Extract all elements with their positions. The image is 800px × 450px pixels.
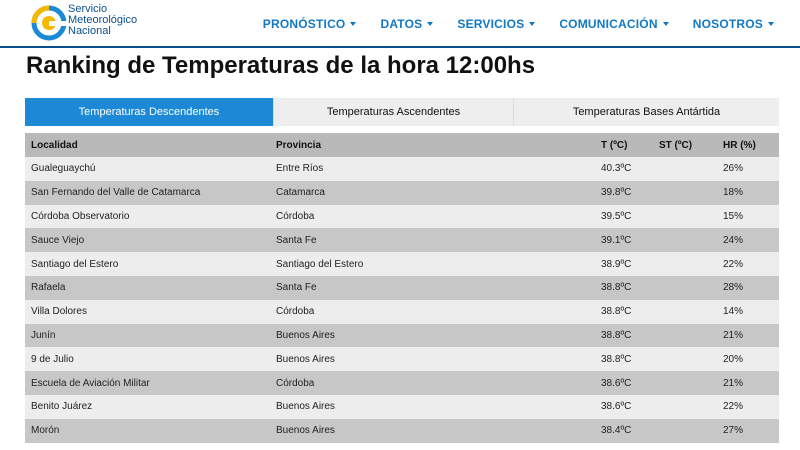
cell-localidad: Santiago del Estero bbox=[31, 258, 119, 270]
table-row bbox=[25, 371, 779, 395]
table-row bbox=[25, 324, 779, 348]
cell-temperatura: 38.8ºC bbox=[601, 353, 632, 365]
cell-localidad: Benito Juárez bbox=[31, 401, 93, 413]
cell-humedad: 22% bbox=[723, 258, 744, 270]
ranking-tabs bbox=[25, 98, 779, 126]
cell-humedad: 14% bbox=[723, 306, 744, 318]
brand-line-3: Nacional bbox=[68, 25, 111, 37]
cell-localidad: Villa Dolores bbox=[31, 306, 87, 318]
table-row bbox=[25, 252, 779, 276]
tab-temperaturas-descendentes[interactable]: Temperaturas Descendentes bbox=[25, 98, 274, 126]
chevron-down-icon bbox=[529, 22, 535, 26]
cell-humedad: 22% bbox=[723, 401, 744, 413]
table-row bbox=[25, 347, 779, 371]
cell-temperatura: 38.8ºC bbox=[601, 282, 632, 294]
header-localidad[interactable]: Localidad bbox=[31, 139, 78, 151]
cell-provincia: Buenos Aires bbox=[276, 353, 335, 365]
nav-servicios[interactable] bbox=[457, 17, 535, 31]
cell-provincia: Buenos Aires bbox=[276, 329, 335, 341]
cell-localidad: 9 de Julio bbox=[31, 353, 74, 365]
chevron-down-icon bbox=[427, 22, 433, 26]
table-row bbox=[25, 395, 779, 419]
table-row bbox=[25, 228, 779, 252]
cell-humedad: 27% bbox=[723, 425, 744, 437]
cell-temperatura: 39.5ºC bbox=[601, 210, 632, 222]
nav-comunicacion[interactable] bbox=[559, 17, 668, 31]
table-row bbox=[25, 276, 779, 300]
table-row bbox=[25, 300, 779, 324]
cell-localidad: Rafaela bbox=[31, 282, 66, 294]
cell-temperatura: 38.9ºC bbox=[601, 258, 632, 270]
nav-label: PRONÓSTICO bbox=[262, 17, 346, 31]
ranking-table bbox=[25, 133, 779, 443]
brand-line-2: Meteorológico bbox=[68, 14, 138, 26]
cell-provincia: Santiago del Estero bbox=[276, 258, 364, 270]
cell-humedad: 21% bbox=[723, 329, 744, 341]
table-row bbox=[25, 205, 779, 229]
cell-temperatura: 38.8ºC bbox=[601, 329, 632, 341]
tab-temperaturas-ascendentes[interactable]: Temperaturas Ascendentes bbox=[274, 98, 514, 126]
cell-provincia: Buenos Aires bbox=[276, 425, 335, 437]
header-provincia[interactable]: Provincia bbox=[276, 139, 322, 151]
site-header bbox=[0, 0, 800, 48]
nav-label: NOSOTROS bbox=[692, 17, 763, 31]
cell-localidad: San Fernando del Valle de Catamarca bbox=[31, 187, 201, 199]
page-title: Ranking de Temperaturas de la hora 12:00hs bbox=[26, 52, 536, 79]
table-row bbox=[25, 181, 779, 205]
cell-humedad: 28% bbox=[723, 282, 744, 294]
smn-logo-icon[interactable] bbox=[30, 4, 70, 44]
cell-provincia: Buenos Aires bbox=[276, 401, 335, 413]
cell-temperatura: 38.6ºC bbox=[601, 401, 632, 413]
table-row bbox=[25, 419, 779, 443]
brand-name[interactable] bbox=[68, 4, 137, 37]
nav-label: COMUNICACIÓN bbox=[559, 17, 658, 31]
cell-provincia: Córdoba bbox=[276, 306, 315, 318]
cell-localidad: Junín bbox=[31, 329, 56, 341]
cell-humedad: 20% bbox=[723, 353, 744, 365]
cell-temperatura: 38.8ºC bbox=[601, 306, 632, 318]
cell-temperatura: 38.6ºC bbox=[601, 377, 632, 389]
header-humedad[interactable]: HR (%) bbox=[723, 139, 756, 151]
cell-humedad: 21% bbox=[723, 377, 744, 389]
cell-temperatura: 38.4ºC bbox=[601, 425, 632, 437]
brand-line-1: Servicio bbox=[68, 3, 108, 15]
cell-provincia: Córdoba bbox=[276, 377, 315, 389]
chevron-down-icon bbox=[768, 22, 774, 26]
nav-label: DATOS bbox=[380, 17, 423, 31]
cell-humedad: 18% bbox=[723, 187, 744, 199]
cell-localidad: Morón bbox=[31, 425, 60, 437]
cell-provincia: Córdoba bbox=[276, 210, 315, 222]
nav-label: SERVICIOS bbox=[457, 17, 525, 31]
table-body bbox=[25, 157, 779, 443]
nav-nosotros[interactable] bbox=[693, 17, 774, 31]
cell-provincia: Entre Ríos bbox=[276, 163, 324, 175]
cell-localidad: Gualeguaychú bbox=[31, 163, 96, 175]
cell-localidad: Sauce Viejo bbox=[31, 234, 85, 246]
cell-localidad: Escuela de Aviación Militar bbox=[31, 377, 150, 389]
nav-pronostico[interactable] bbox=[263, 17, 357, 31]
table-header-row bbox=[25, 133, 779, 157]
cell-humedad: 15% bbox=[723, 210, 744, 222]
tab-temperaturas-bases-antartida[interactable]: Temperaturas Bases Antártida bbox=[514, 98, 779, 126]
cell-localidad: Córdoba Observatorio bbox=[31, 210, 130, 222]
header-temperatura[interactable]: T (ºC) bbox=[601, 139, 628, 151]
cell-humedad: 26% bbox=[723, 163, 744, 175]
cell-humedad: 24% bbox=[723, 234, 744, 246]
chevron-down-icon bbox=[350, 22, 356, 26]
cell-provincia: Santa Fe bbox=[276, 282, 317, 294]
header-sensacion-termica[interactable]: ST (ºC) bbox=[659, 139, 693, 151]
table-row bbox=[25, 157, 779, 181]
cell-provincia: Santa Fe bbox=[276, 234, 317, 246]
cell-temperatura: 39.8ºC bbox=[601, 187, 632, 199]
main-nav bbox=[239, 0, 774, 48]
cell-provincia: Catamarca bbox=[276, 187, 325, 199]
nav-datos[interactable] bbox=[380, 17, 433, 31]
chevron-down-icon bbox=[663, 22, 669, 26]
cell-temperatura: 40.3ºC bbox=[601, 163, 632, 175]
cell-temperatura: 39.1ºC bbox=[601, 234, 632, 246]
